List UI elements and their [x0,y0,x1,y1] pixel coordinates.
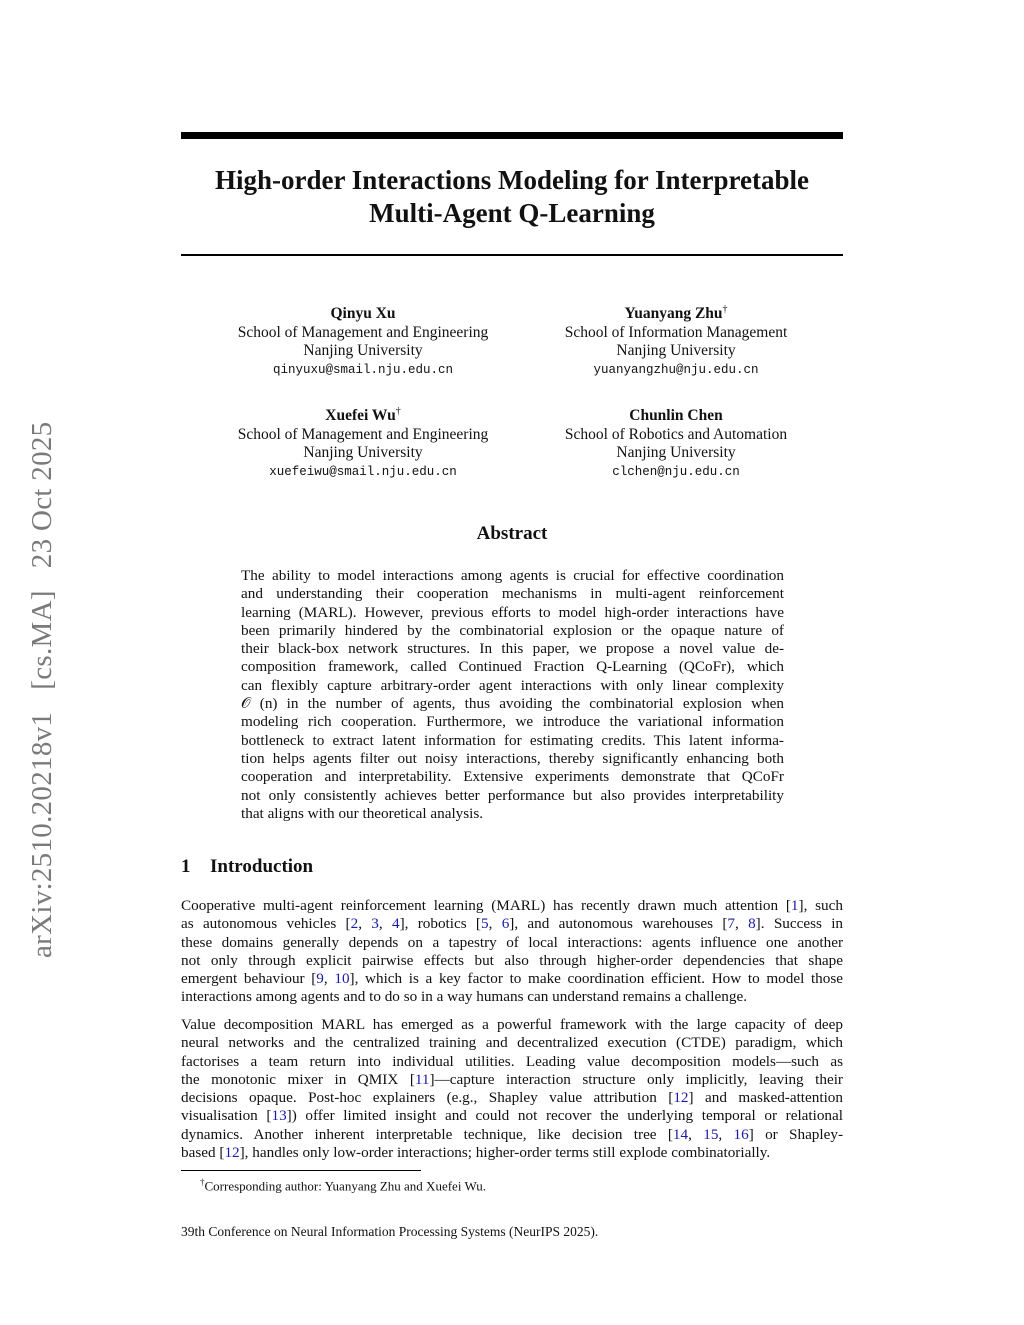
paragraph-line: dynamics. Another inherent interpretable technique, like decision tree [14, 15, 16] or Shapley- [181,1125,844,1143]
author-block [516,403,836,481]
abstract-line: learning (MARL). However, previous efforts to model high-order interactions have [241,603,784,621]
intro-paragraph-2 [181,1016,843,1162]
paragraph-line: interactions among agents and to do so in a way humans can understand remains a challenge. [181,988,747,1006]
arxiv-category: [cs.MA] [26,590,58,690]
citation-link[interactable]: 7 [727,915,735,933]
title-rule-top [181,132,843,139]
section-title: Introduction [210,856,314,877]
abstract-line: bottleneck to extract latent information for estimating credits. This latent informa- [241,731,784,749]
abstract-line: their black-box network structures. In this paper, we propose a novel value de- [241,640,784,658]
paragraph-line: as autonomous vehicles [2, 3, 4], robotics [5, 6], and autonomous warehouses [7, 8]. Success in [181,915,844,933]
citation-link[interactable]: 2 [350,915,359,933]
paper-title [150,164,874,230]
arxiv-stamp [26,400,59,958]
paragraph-line: based [12], handles only low-order interactions; higher-order terms still explode combinatorially. [181,1144,771,1162]
citation-link[interactable]: 6 [501,915,510,933]
arxiv-id: arXiv:2510.20218v1 [26,711,58,958]
author-block [516,301,836,379]
author-affiliation: School of Management and Engineering [237,425,489,443]
author-email: xuefeiwu@smail.nju.edu.cn [269,464,457,479]
author-name: Yuanyang Zhu† [624,304,728,323]
paragraph-line: the monotonic mixer in QMIX [11]—capture interaction structure only implicitly, leaving their [181,1070,843,1088]
author-affiliation: School of Robotics and Automation [564,425,788,443]
citation-link[interactable]: 14 [672,1125,689,1143]
paragraph-line: decisions opaque. Post-hoc explainers (e.g., Shapley value attribution [12] and masked-attention [181,1089,843,1107]
citation-link[interactable]: 13 [271,1107,287,1125]
author-university: Nanjing University [303,342,423,360]
arxiv-date: 23 Oct 2025 [26,421,58,569]
author-name: Xuefei Wu† [325,406,401,425]
citation-link[interactable]: 1 [790,897,799,914]
paragraph-line: Cooperative multi-agent reinforcement learning (MARL) has recently drawn much attention [1], such [181,897,843,914]
paragraph-line: Value decomposition MARL has emerged as a powerful framework with the large capacity of deep [181,1016,843,1033]
author-email: clchen@nju.edu.cn [612,464,740,479]
intro-paragraph-1 [181,897,843,1007]
title-rule-bottom [181,254,843,256]
citation-link[interactable]: 4 [391,915,400,933]
abstract-line: been primarily hindered by the combinatorial explosion or the opaque nature of [241,621,784,639]
author-block [203,301,523,379]
footnote-text: Corresponding author: Yuanyang Zhu and Xuefei Wu. [204,1178,486,1194]
abstract-line: and understanding their cooperation mechanisms in multi-agent reinforcement [241,585,784,603]
abstract-line: composition framework, called Continued Fraction Q-Learning (QCoFr), which [241,658,784,676]
abstract-line: tion helps agents filter out noisy interactions, thereby significantly enhancing both [241,749,784,767]
abstract-line: modeling rich cooperation. Furthermore, we introduce the variational information [241,713,784,731]
paragraph-line: neural networks and the centralized training and decentralized execution (CTDE) paradigm, which [181,1034,843,1052]
abstract-line: that aligns with our theoretical analysis. [241,804,484,822]
paragraph-line: not only through explicit pairwise effects but also through higher-order dependencies that shape [181,951,843,969]
citation-link[interactable]: 16 [733,1125,749,1143]
author-block [203,403,523,481]
abstract-line: The ability to model interactions among agents is crucial for effective coordination [241,567,784,584]
author-university: Nanjing University [303,444,423,462]
section-heading [181,856,313,878]
author-university: Nanjing University [616,444,736,462]
title-line-1: High-order Interactions Modeling for Interpretable [215,165,809,195]
abstract-line: not only consistently achieves better performance but also provides interpretability [241,786,784,804]
abstract-body [241,567,784,823]
title-line-2: Multi-Agent Q-Learning [369,198,655,228]
venue-note: 39th Conference on Neural Information Processing Systems (NeurIPS 2025). [181,1224,599,1239]
author-affiliation: School of Management and Engineering [237,323,489,341]
citation-link[interactable]: 3 [371,915,379,933]
author-university: Nanjing University [616,342,736,360]
paragraph-line: visualisation [13]) offer limited insight and could not recover the underlying temporal or relational [181,1107,843,1125]
author-email: yuanyangzhu@nju.edu.cn [593,362,759,377]
citation-link[interactable]: 12 [673,1089,689,1107]
author-name: Chunlin Chen [629,407,723,425]
abstract-line: can flexibly capture arbitrary-order agent interactions with only linear complexity [241,676,784,694]
citation-link[interactable]: 12 [224,1144,240,1162]
paragraph-line: these domains generally depends on a tapestry of local interactions: agents influence one another [181,933,843,951]
footnote-rule [181,1170,421,1171]
paragraph-line: factorises a team return into individual utilities. Leading value decomposition models—such as [181,1052,843,1070]
abstract-line: cooperation and interpretability. Extensive experiments demonstrate that QCoFr [241,768,784,786]
citation-link[interactable]: 9 [316,970,324,988]
author-email: qinyuxu@smail.nju.edu.cn [272,362,454,377]
author-affiliation: School of Information Management [564,323,788,341]
paragraph-line: emergent behaviour [9, 10], which is a key factor to make coordination efficient. How to model those [181,970,844,988]
footnote-mark: † [200,1177,205,1187]
author-name: Qinyu Xu [330,305,396,323]
citation-link[interactable]: 10 [334,970,350,988]
citation-link[interactable]: 5 [481,915,489,933]
footnote [200,1177,486,1194]
citation-link[interactable]: 11 [414,1070,430,1088]
abstract-line: 𝒪 (n) in the number of agents, thus avoiding the combinatorial explosion when [241,695,784,713]
citation-link[interactable]: 8 [748,915,756,933]
section-number: 1 [181,856,191,877]
abstract-heading: Abstract [476,523,548,544]
citation-link[interactable]: 15 [703,1125,719,1143]
